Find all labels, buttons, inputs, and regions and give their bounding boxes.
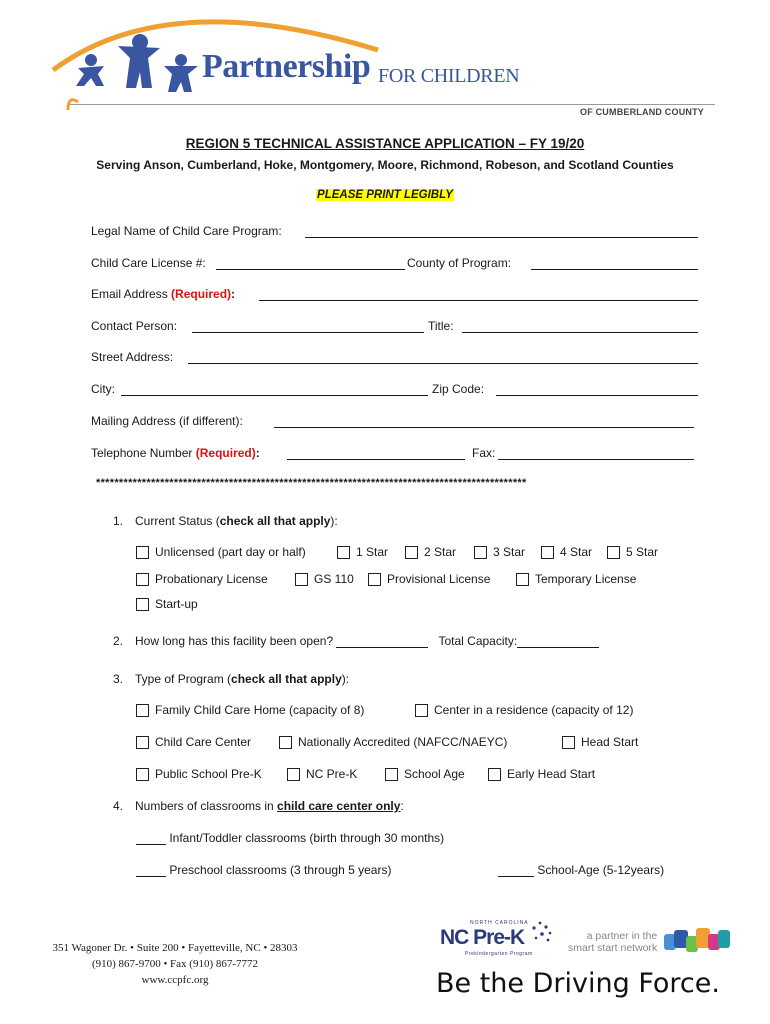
checkbox-label: 4 Star [560,545,593,559]
capacity-field[interactable] [517,635,599,648]
checkbox-icon[interactable] [516,573,529,586]
fax-field[interactable] [498,446,694,460]
question-4 [113,799,404,813]
checkbox-school-age[interactable] [385,767,465,781]
checkbox-2-star[interactable] [405,545,456,559]
question-2 [113,634,599,648]
checkbox-child-care-center[interactable] [136,735,251,749]
checkbox-icon[interactable] [279,736,292,749]
question-2-number: 2. [113,634,124,648]
checkbox-5-star[interactable] [607,545,658,559]
years-open-field[interactable] [336,635,428,648]
checkbox-label: Center in a residence (capacity of 12) [434,703,634,717]
checkbox-unlicensed[interactable] [136,545,306,559]
checkbox-label: GS 110 [314,572,354,586]
street-field[interactable] [188,350,698,364]
email-label: Email Address [91,287,168,301]
checkbox-icon[interactable] [385,768,398,781]
ncprek-stars-icon [528,918,558,948]
checkbox-label: Family Child Care Home (capacity of 8) [155,703,365,717]
question-1-label-b: check all that apply [219,514,331,528]
checkbox-provisional[interactable] [368,572,490,586]
question-2-open-label: How long has this facility been open? [135,634,334,648]
mailing-row [91,414,243,430]
checkbox-icon[interactable] [136,704,149,717]
checkbox-icon[interactable] [136,768,149,781]
email-required: (Required) [171,287,232,301]
legal-name-row [91,224,282,240]
checkbox-label: Unlicensed (part day or half) [155,545,306,559]
license-field[interactable] [216,256,405,270]
telephone-colon: : [255,446,260,460]
email-colon: : [231,287,236,301]
checkbox-icon[interactable] [136,546,149,559]
brand-name: Partnership [202,48,371,85]
checkbox-icon[interactable] [607,546,620,559]
ncprek-bottom-text: Prekindergarten Program [465,951,533,957]
checkbox-label: Probationary License [155,572,268,586]
checkbox-label: Early Head Start [507,767,596,781]
checkbox-public-prek[interactable] [136,767,262,781]
county-field[interactable] [531,256,698,270]
brand-county: OF CUMBERLAND COUNTY [580,107,704,117]
print-note: PLEASE PRINT LEGIBLY [317,189,453,201]
question-3 [113,672,349,686]
contact-row [91,319,454,335]
question-1-label-c: ): [330,514,338,528]
checkbox-1-star[interactable] [337,545,388,559]
brand-for: FOR CHILDREN [378,65,520,87]
question-3-label-b: check all that apply [231,672,342,686]
page-title: REGION 5 TECHNICAL ASSISTANCE APPLICATION – FY 19/20 [185,136,585,151]
logo-divider [70,104,715,105]
checkbox-center-residence[interactable] [415,703,633,717]
checkbox-label: NC Pre-K [306,767,358,781]
checkbox-icon[interactable] [136,598,149,611]
checkbox-icon[interactable] [287,768,300,781]
checkbox-icon[interactable] [415,704,428,717]
checkbox-icon[interactable] [368,573,381,586]
email-field[interactable] [259,287,698,301]
checkbox-icon[interactable] [541,546,554,559]
license-row [91,256,512,272]
checkbox-label: School Age [404,767,465,781]
checkbox-icon[interactable] [562,736,575,749]
checkbox-probationary[interactable] [136,572,268,586]
preschool-row [136,863,391,877]
checkbox-label: Public School Pre-K [155,767,262,781]
city-label: City: [91,382,115,396]
checkbox-label: 3 Star [493,545,526,559]
checkbox-family-home[interactable] [136,703,364,717]
email-row [91,287,235,303]
checkbox-start-up[interactable] [136,597,198,611]
title-field[interactable] [462,319,698,333]
zip-label: Zip Code: [432,382,485,396]
checkbox-gs-110[interactable] [295,572,354,586]
legal-name-label: Legal Name of Child Care Program: [91,224,282,238]
checkbox-label: 2 Star [424,545,457,559]
question-1 [113,514,338,528]
checkbox-label: 1 Star [356,545,389,559]
ncprek-logo: NC Pre-K [440,926,525,949]
address-line-2: (910) 867-9700 • Fax (910) 867-7772 [91,958,259,970]
checkbox-icon[interactable] [474,546,487,559]
question-4-label-c: : [400,799,404,813]
checkbox-label: Temporary License [535,572,637,586]
mailing-label: Mailing Address (if different): [91,414,243,428]
ncprek-top-text: NORTH CAROLINA [470,920,529,926]
preschool-label: Preschool classrooms (3 through 5 years) [169,863,392,877]
city-row [91,382,485,398]
website-link[interactable]: www.ccpfc.org [141,974,209,986]
checkbox-label: Head Start [581,735,639,749]
preschool-count-field[interactable] [136,864,166,877]
checkbox-temporary[interactable] [516,572,636,586]
zip-field[interactable] [496,382,698,396]
checkbox-icon[interactable] [405,546,418,559]
title-label: Title: [428,319,454,333]
street-row [91,350,173,366]
question-4-number: 4. [113,799,124,813]
checkbox-icon[interactable] [337,546,350,559]
smart-start-logo-icon [664,926,736,956]
partner-line-2: smart start network [568,942,658,954]
checkbox-icon[interactable] [136,573,149,586]
street-label: Street Address: [91,350,174,364]
school-age-count-field[interactable] [498,864,534,877]
school-age-label: School-Age (5-12years) [537,863,665,877]
tagline: Be the Driving Force. [436,968,720,999]
checkbox-early-head-start[interactable] [488,767,595,781]
telephone-field[interactable] [287,446,465,460]
question-4-label-b: child care center only [277,799,401,813]
fax-label: Fax: [472,446,496,460]
page-subtitle: Serving Anson, Cumberland, Hoke, Montgomery, Moore, Richmond, Robeson, and Scotland Counties [96,158,674,172]
checkbox-3-star[interactable] [474,545,525,559]
checkbox-icon[interactable] [488,768,501,781]
checkbox-icon[interactable] [295,573,308,586]
partner-line-1: a partner in the [586,930,658,942]
question-1-number: 1. [113,514,124,528]
address-line-1: 351 Wagoner Dr. • Suite 200 • Fayetteville, NC • 28303 [52,942,298,954]
city-field[interactable] [121,382,428,396]
question-3-label-a: Type of Program ( [135,672,232,686]
checkbox-label: Nationally Accredited (NAFCC/NAEYC) [298,735,508,749]
checkbox-label: Start-up [155,597,198,611]
checkbox-label: Child Care Center [155,735,252,749]
checkbox-head-start[interactable] [562,735,638,749]
checkbox-label: Provisional License [387,572,491,586]
section-separator: ********************************************************************************************** [96,477,527,489]
checkbox-nc-prek[interactable] [287,767,357,781]
checkbox-accredited[interactable] [279,735,507,749]
school-age-row [498,863,664,877]
license-label: Child Care License #: [91,256,206,270]
legal-name-field[interactable] [305,224,698,238]
mailing-field[interactable] [274,414,694,428]
question-4-label-a: Numbers of classrooms in [135,799,278,813]
infant-row [136,831,444,845]
contact-field[interactable] [192,319,424,333]
checkbox-4-star[interactable] [541,545,592,559]
telephone-required: (Required) [195,446,256,460]
footer-address [20,940,330,988]
telephone-label: Telephone Number [91,446,193,460]
smart-start-text [568,930,657,954]
question-3-label-c: ): [341,672,350,686]
question-2-capacity-label: Total Capacity: [438,634,518,648]
contact-label: Contact Person: [91,319,178,333]
county-label: County of Program: [407,256,512,270]
telephone-row [91,446,496,462]
checkbox-icon[interactable] [136,736,149,749]
checkbox-label: 5 Star [626,545,659,559]
infant-label: Infant/Toddler classrooms (birth through 30 months) [169,831,445,845]
print-note-wrapper [0,185,770,203]
question-3-number: 3. [113,672,124,686]
infant-count-field[interactable] [136,832,166,845]
question-1-label-a: Current Status ( [135,514,220,528]
